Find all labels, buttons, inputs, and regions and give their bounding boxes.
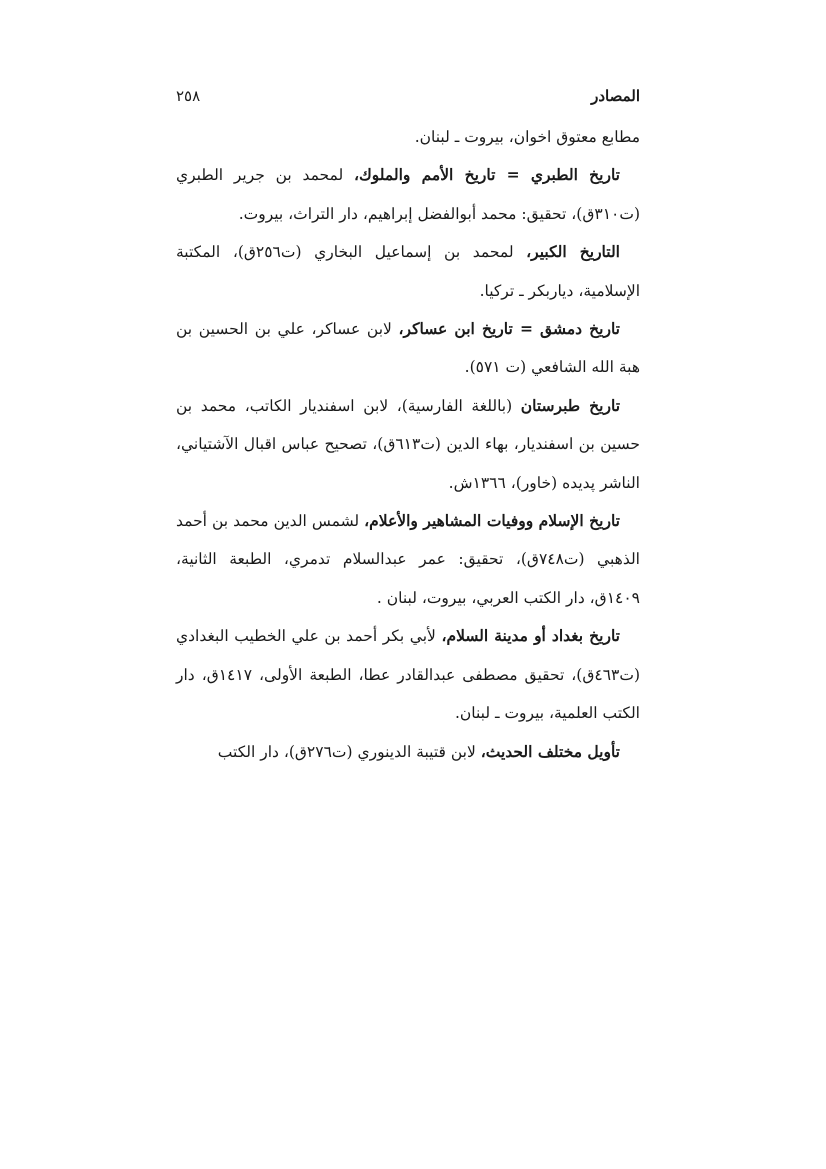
entry-text: لأبي بكر أحمد بن علي الخطيب البغدادي (ت٤٦٣ق)، تحقيق مصطفى عبدالقادر عطا، الطبعة الأولى، ١٤١٧ق، دار الكتب العلمية، بيروت ـ لبنان.	[176, 627, 640, 723]
entry-text: لابن عساكر، علي بن الحسين بن هبة الله الشافعي (ت ٥٧١).	[176, 320, 640, 377]
page-number: ٢٥٨	[176, 87, 201, 105]
entry-title: تاريخ بغداد أو مدينة السلام،	[441, 626, 620, 646]
bibliography-text	[176, 118, 640, 771]
entry-text: لشمس الدين محمد بن أحمد الذهبي (ت٧٤٨ق)، تحقيق: عمر عبدالسلام تدمري، الطبعة الثانية، ١٤٠٩ق، دار الكتب العربي، بيروت، لبنان .	[176, 512, 640, 607]
entry-title: تاريخ الإسلام ووفيات المشاهير والأعلام،	[364, 511, 620, 531]
entry-title: تأويل مختلف الحديث،	[480, 741, 620, 761]
bibliography-entry	[176, 118, 640, 156]
entry-text: (باللغة الفارسية)، لابن اسفنديار الكاتب، محمد بن حسين بن اسفنديار، بهاء الدين (ت٦١٣ق)، تصحيح عباس اقبال الآشتياني، الناشر پديده (خاور)، ١٣٦٦ش.	[176, 396, 640, 492]
bibliography-entry	[176, 233, 640, 310]
entry-text: لمحمد بن إسماعيل البخاري (ت٢٥٦ق)، المكتبة الإسلامية، دياربكر ـ تركيا.	[176, 243, 640, 300]
bibliography-entry	[176, 387, 640, 502]
entry-text: لابن قتيبة الدينوري (ت٢٧٦ق)، دار الكتب	[217, 742, 481, 761]
bibliography-entry	[176, 502, 640, 617]
bibliography-entry	[176, 617, 640, 732]
bibliography-entry	[176, 733, 640, 771]
entry-title: تاريخ الطبري = تاريخ الأمم والملوك،	[353, 165, 620, 185]
entry-text: لمحمد بن جرير الطبري (ت٣١٠ق)، تحقيق: محمد أبوالفضل إبراهيم، دار التراث، بيروت.	[176, 166, 640, 223]
page-header	[176, 84, 640, 108]
bibliography-entry	[176, 310, 640, 387]
entry-text: مطابع معتوق اخوان، بيروت ـ لبنان.	[414, 128, 640, 146]
entry-title: تاريخ طبرستان	[520, 395, 621, 415]
entry-title: التاريخ الكبير،	[526, 242, 620, 262]
bibliography-entry	[176, 156, 640, 233]
running-head: المصادر	[591, 87, 640, 105]
entry-title: تاريخ دمشق = تاريخ ابن عساكر،	[398, 319, 620, 339]
